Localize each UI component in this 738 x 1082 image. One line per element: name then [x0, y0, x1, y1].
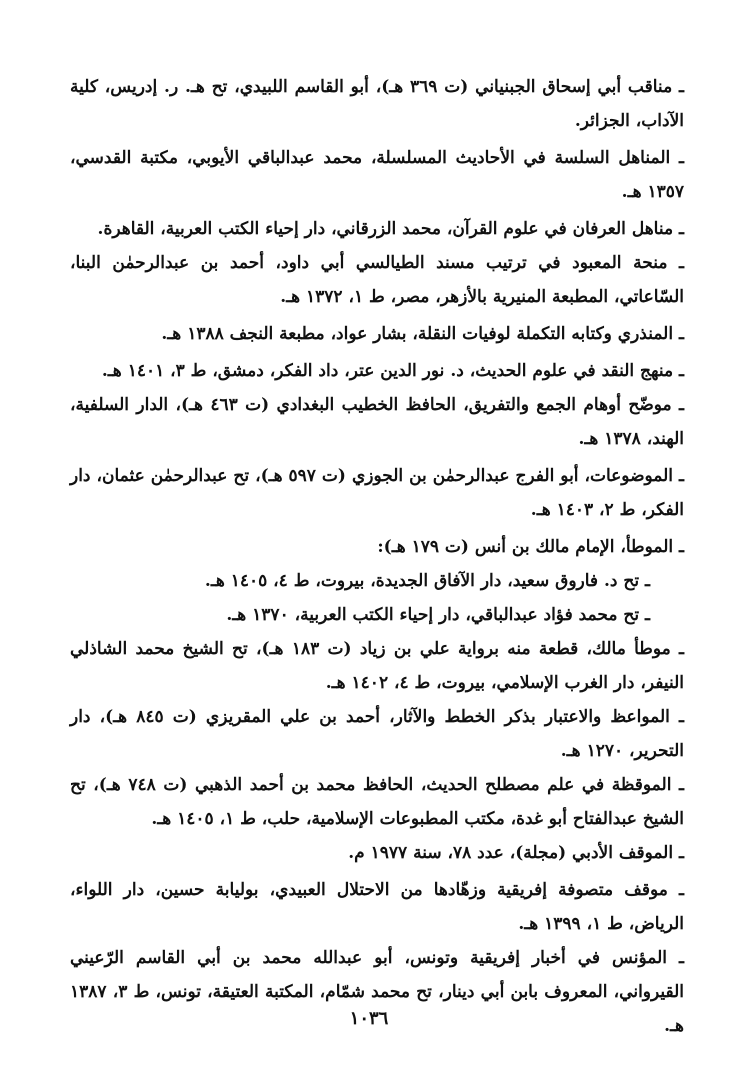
bibliography-entry: ـ المؤنس في أخبار إفريقية وتونس، أبو عبدالله محمد بن أبي القاسم الرّعيني القيرواني، المعروف بابن أبي دينار، تح محمد شمّام، المكتبة العتيقة، تونس، ط ٣، ١٣٨٧ هـ. [70, 941, 684, 1043]
bibliography-entry: ـ موقف متصوفة إفريقية وزهّادها من الاحتلال العبيدي، بوليابة حسين، دار اللواء، الرياض، ط ١، ١٣٩٩ هـ. [70, 873, 684, 941]
bibliography-entry: ـ منهج النقد في علوم الحديث، د. نور الدين عتر، داد الفكر، دمشق، ط ٣، ١٤٠١ هـ. [70, 354, 684, 388]
bibliography-entry: ـ مناهل العرفان في علوم القرآن، محمد الزرقاني، دار إحياء الكتب العربية، القاهرة. [70, 212, 684, 246]
muwatta-edition-item: ـ تح د. فاروق سعيد، دار الآفاق الجديدة، بيروت، ط ٤، ١٤٠٥ هـ. [70, 564, 684, 598]
bibliography-entry: ـ الموقف الأدبي (مجلة)، عدد ٧٨، سنة ١٩٧٧ م. [70, 836, 684, 870]
bibliography-entry: ـ الموطأ، الإمام مالك بن أنس (ت ١٧٩ هـ): [70, 530, 684, 564]
bibliography-entry: ـ المناهل السلسة في الأحاديث المسلسلة، محمد عبدالباقي الأيوبي، مكتبة القدسي، ١٣٥٧ هـ. [70, 141, 684, 209]
bibliography-entry: ـ منحة المعبود في ترتيب مسند الطيالسي أبي داود، أحمد بن عبدالرحمٰن البنا، السّاعاتي، المطبعة المنيرية بالأزهر، مصر، ط ١، ١٣٧٢ هـ. [70, 246, 684, 314]
bibliography-entry: ـ الموقظة في علم مصطلح الحديث، الحافظ محمد بن أحمد الذهبي (ت ٧٤٨ هـ)، تح الشيخ عبدالفتاح أبو غدة، مكتب المطبوعات الإسلامية، حلب، ط ١، ١٤٠٥ هـ. [70, 768, 684, 836]
bibliography-entry: ـ المنذري وكتابه التكملة لوفيات النقلة، بشار عواد، مطبعة النجف ١٣٨٨ هـ. [70, 317, 684, 351]
page-number: ١٠٣٦ [349, 1008, 389, 1029]
bibliography-entry: ـ الموضوعات، أبو الفرج عبدالرحمٰن بن الجوزي (ت ٥٩٧ هـ)، تح عبدالرحمٰن عثمان، دار الفكر، ط ٢، ١٤٠٣ هـ. [70, 459, 684, 527]
bibliography-entry: ـ مناقب أبي إسحاق الجبنياني (ت ٣٦٩ هـ)، أبو القاسم اللبيدي، تح هـ. ر. إدريس، كلية الآداب، الجزائر. [70, 70, 684, 138]
muwatta-edition-item: ـ تح محمد فؤاد عبدالباقي، دار إحياء الكتب العربية، ١٣٧٠ هـ. [70, 598, 684, 632]
bibliography-entry: ـ المواعظ والاعتبار بذكر الخطط والآثار، أحمد بن علي المقريزي (ت ٨٤٥ هـ)، دار التحرير، ١٢٧٠ هـ. [70, 700, 684, 768]
bibliography-entry: ـ موطأ مالك، قطعة منه برواية علي بن زياد (ت ١٨٣ هـ)، تح الشيخ محمد الشاذلي النيفر، دار الغرب الإسلامي، بيروت، ط ٤، ١٤٠٢ هـ. [70, 632, 684, 700]
bibliography-entry: ـ موضّح أوهام الجمع والتفريق، الحافظ الخطيب البغدادي (ت ٤٦٣ هـ)، الدار السلفية، الهند، ١٣٧٨ هـ. [70, 388, 684, 456]
